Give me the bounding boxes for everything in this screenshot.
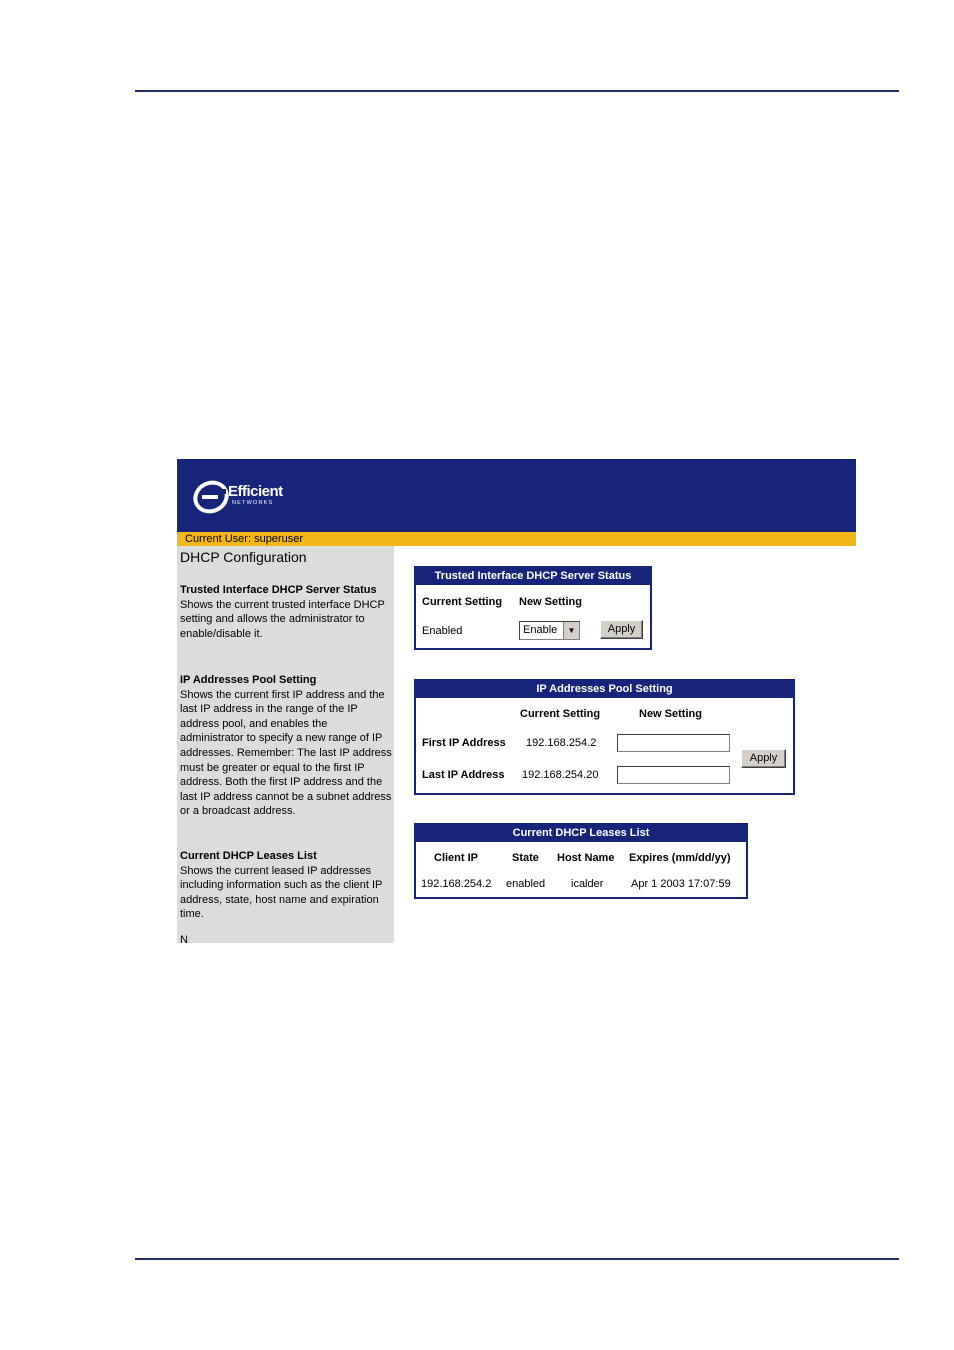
brand-name: Efficient bbox=[228, 483, 283, 500]
last-ip-label: Last IP Address bbox=[422, 769, 505, 781]
panel-title: Current DHCP Leases List bbox=[416, 825, 746, 842]
chevron-down-icon[interactable]: ▼ bbox=[563, 622, 579, 639]
col-expires: Expires (mm/dd/yy) bbox=[629, 852, 731, 864]
dhcp-status-select-value: Enable bbox=[523, 624, 558, 636]
col-host-name: Host Name bbox=[557, 852, 615, 864]
help-heading: IP Addresses Pool Setting bbox=[180, 674, 317, 686]
brand-logo bbox=[192, 477, 312, 517]
lease-client-ip: 192.168.254.2 bbox=[421, 878, 492, 890]
dhcp-leases-panel bbox=[414, 823, 748, 899]
brand-subname: NETWORKS bbox=[232, 500, 274, 506]
help-heading: Current DHCP Leases List bbox=[180, 850, 317, 862]
efficient-e-logo-icon bbox=[192, 477, 230, 515]
help-section-trusted bbox=[180, 583, 392, 641]
page-top-rule bbox=[135, 90, 899, 92]
last-ip-current: 192.168.254.20 bbox=[522, 769, 599, 781]
current-dhcp-status: Enabled bbox=[422, 625, 463, 637]
last-ip-input[interactable] bbox=[617, 766, 730, 784]
help-title: DHCP Configuration bbox=[180, 549, 307, 565]
col-new-setting: New Setting bbox=[639, 708, 702, 720]
help-heading: Trusted Interface DHCP Server Status bbox=[180, 584, 377, 596]
help-sidebar bbox=[177, 546, 394, 946]
lease-host-name: icalder bbox=[571, 878, 604, 890]
first-ip-label: First IP Address bbox=[422, 737, 506, 749]
pool-apply-button[interactable]: Apply bbox=[741, 749, 786, 768]
current-user-bar bbox=[177, 532, 856, 546]
col-client-ip: Client IP bbox=[434, 852, 479, 864]
help-body: Shows the current trusted interface DHCP setting and allows the administrator to enable/disable it. bbox=[180, 598, 385, 640]
panel-title: Trusted Interface DHCP Server Status bbox=[416, 568, 650, 585]
help-section-pool bbox=[180, 673, 392, 819]
col-current-setting: Current Setting bbox=[422, 596, 503, 608]
col-current-setting: Current Setting bbox=[520, 708, 601, 720]
col-new-setting: New Setting bbox=[519, 596, 582, 608]
panel-title: IP Addresses Pool Setting bbox=[416, 681, 793, 698]
lease-state: enabled bbox=[506, 878, 546, 890]
ip-pool-setting-panel bbox=[414, 679, 795, 795]
first-ip-input[interactable] bbox=[617, 734, 730, 752]
col-state: State bbox=[512, 852, 539, 864]
help-body: Shows the current leased IP addresses including information such as the client IP address, state, host name and expiration time. bbox=[180, 864, 383, 921]
lease-expires: Apr 1 2003 17:07:59 bbox=[631, 878, 731, 890]
dhcp-status-select[interactable] bbox=[519, 621, 580, 640]
page-bottom-rule bbox=[135, 1258, 899, 1260]
first-ip-current: 192.168.254.2 bbox=[526, 737, 597, 749]
trusted-apply-button[interactable]: Apply bbox=[600, 620, 643, 639]
header-banner bbox=[177, 459, 856, 532]
help-body: Shows the current first IP address and the last IP address in the range of the IP address pool, and enables the administrator to specify a new range of IP addresses. Remember: The last IP address must be greater or equal to the first IP address. Both the first IP address and the last IP address cannot be a subnet address or a broadcast address. bbox=[180, 688, 392, 818]
router-web-ui bbox=[177, 459, 856, 946]
help-cutoff-text: N bbox=[180, 934, 188, 946]
help-section-leases bbox=[180, 849, 392, 922]
current-user-label: Current User: superuser bbox=[185, 533, 303, 545]
trusted-dhcp-status-panel bbox=[414, 566, 652, 650]
